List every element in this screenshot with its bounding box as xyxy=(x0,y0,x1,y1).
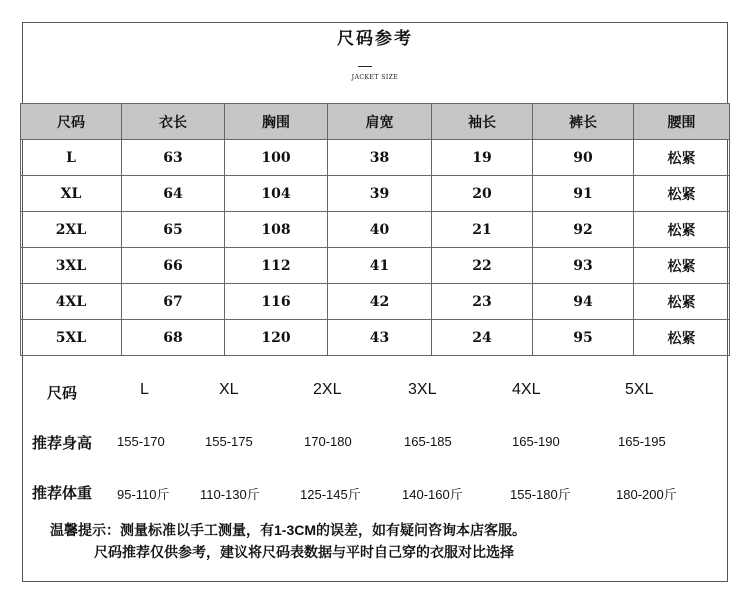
recommend-height: 155-175 xyxy=(205,434,253,449)
table-cell: 65 xyxy=(122,212,225,248)
recommend-weight: 125-145斤 xyxy=(300,487,361,502)
recommend-weight: 155-180斤 xyxy=(510,487,571,502)
recommend-weight-label: 推荐体重 xyxy=(32,485,93,502)
recommend-height: 165-190 xyxy=(512,434,560,449)
table-row xyxy=(21,320,730,356)
table-cell: 38 xyxy=(328,140,432,176)
recommend-weight: 140-160斤 xyxy=(402,487,463,502)
table-cell: 92 xyxy=(533,212,634,248)
header-cell: 尺码 xyxy=(21,104,122,140)
table-row xyxy=(21,140,730,176)
table-cell: 40 xyxy=(328,212,432,248)
table-cell: 松紧 xyxy=(634,140,730,176)
table-cell: 松紧 xyxy=(634,248,730,284)
table-row xyxy=(21,284,730,320)
table-cell: 116 xyxy=(225,284,328,320)
page-subtitle: JACKET SIZE xyxy=(351,74,399,81)
recommend-size: 5XL xyxy=(625,381,654,398)
table-cell: 120 xyxy=(225,320,328,356)
table-cell: 112 xyxy=(225,248,328,284)
tip-note-line-2: 尺码推荐仅供参考，建议将尺码表数据与平时自己穿的衣服对比选择 xyxy=(94,544,514,560)
table-cell: 23 xyxy=(432,284,533,320)
table-cell: 64 xyxy=(122,176,225,212)
recommend-weight: 95-110斤 xyxy=(117,487,170,502)
table-cell: 91 xyxy=(533,176,634,212)
table-cell: 39 xyxy=(328,176,432,212)
header-cell: 肩宽 xyxy=(328,104,432,140)
table-cell: XL xyxy=(21,176,122,212)
page-title: 尺码参考 xyxy=(337,29,413,49)
table-cell: 42 xyxy=(328,284,432,320)
table-cell: 松紧 xyxy=(634,284,730,320)
header-cell: 袖长 xyxy=(432,104,533,140)
table-cell: 21 xyxy=(432,212,533,248)
recommend-weight: 180-200斤 xyxy=(616,487,677,502)
table-cell: 66 xyxy=(122,248,225,284)
recommend-height: 165-185 xyxy=(404,434,452,449)
title-divider xyxy=(358,66,372,67)
header-cell: 衣长 xyxy=(122,104,225,140)
table-cell: 90 xyxy=(533,140,634,176)
table-row xyxy=(21,248,730,284)
recommend-size: 4XL xyxy=(512,381,541,398)
recommend-height: 165-195 xyxy=(618,434,666,449)
table-cell: 4XL xyxy=(21,284,122,320)
recommend-height: 170-180 xyxy=(304,434,352,449)
table-cell: 95 xyxy=(533,320,634,356)
recommend-weight: 110-130斤 xyxy=(200,487,260,502)
table-cell: 100 xyxy=(225,140,328,176)
recommend-height: 155-170 xyxy=(117,434,165,449)
table-cell: 20 xyxy=(432,176,533,212)
table-cell: 108 xyxy=(225,212,328,248)
table-cell: 松紧 xyxy=(634,176,730,212)
recommend-size: L xyxy=(140,381,149,398)
header-cell: 胸围 xyxy=(225,104,328,140)
recommend-size: XL xyxy=(219,381,239,398)
header-cell: 裤长 xyxy=(533,104,634,140)
size-table xyxy=(20,103,730,356)
tip-note-line-1: 温馨提示：测量标准以手工测量，有1-3CM的误差，如有疑问咨询本店客服。 xyxy=(50,522,527,538)
recommend-height-label: 推荐身高 xyxy=(32,435,93,452)
table-cell: L xyxy=(21,140,122,176)
table-cell: 5XL xyxy=(21,320,122,356)
table-cell: 3XL xyxy=(21,248,122,284)
recommend-size: 3XL xyxy=(408,381,437,398)
table-cell: 67 xyxy=(122,284,225,320)
table-row xyxy=(21,212,730,248)
table-cell: 93 xyxy=(533,248,634,284)
table-cell: 松紧 xyxy=(634,212,730,248)
table-cell: 19 xyxy=(432,140,533,176)
table-cell: 41 xyxy=(328,248,432,284)
table-cell: 68 xyxy=(122,320,225,356)
table-cell: 63 xyxy=(122,140,225,176)
header-cell: 腰围 xyxy=(634,104,730,140)
table-cell: 22 xyxy=(432,248,533,284)
size-table-header-row xyxy=(21,104,730,140)
table-cell: 104 xyxy=(225,176,328,212)
table-row xyxy=(21,176,730,212)
table-cell: 松紧 xyxy=(634,320,730,356)
table-cell: 24 xyxy=(432,320,533,356)
table-cell: 94 xyxy=(533,284,634,320)
recommend-size-label: 尺码 xyxy=(47,385,78,402)
table-cell: 43 xyxy=(328,320,432,356)
recommend-size: 2XL xyxy=(313,381,342,398)
table-cell: 2XL xyxy=(21,212,122,248)
